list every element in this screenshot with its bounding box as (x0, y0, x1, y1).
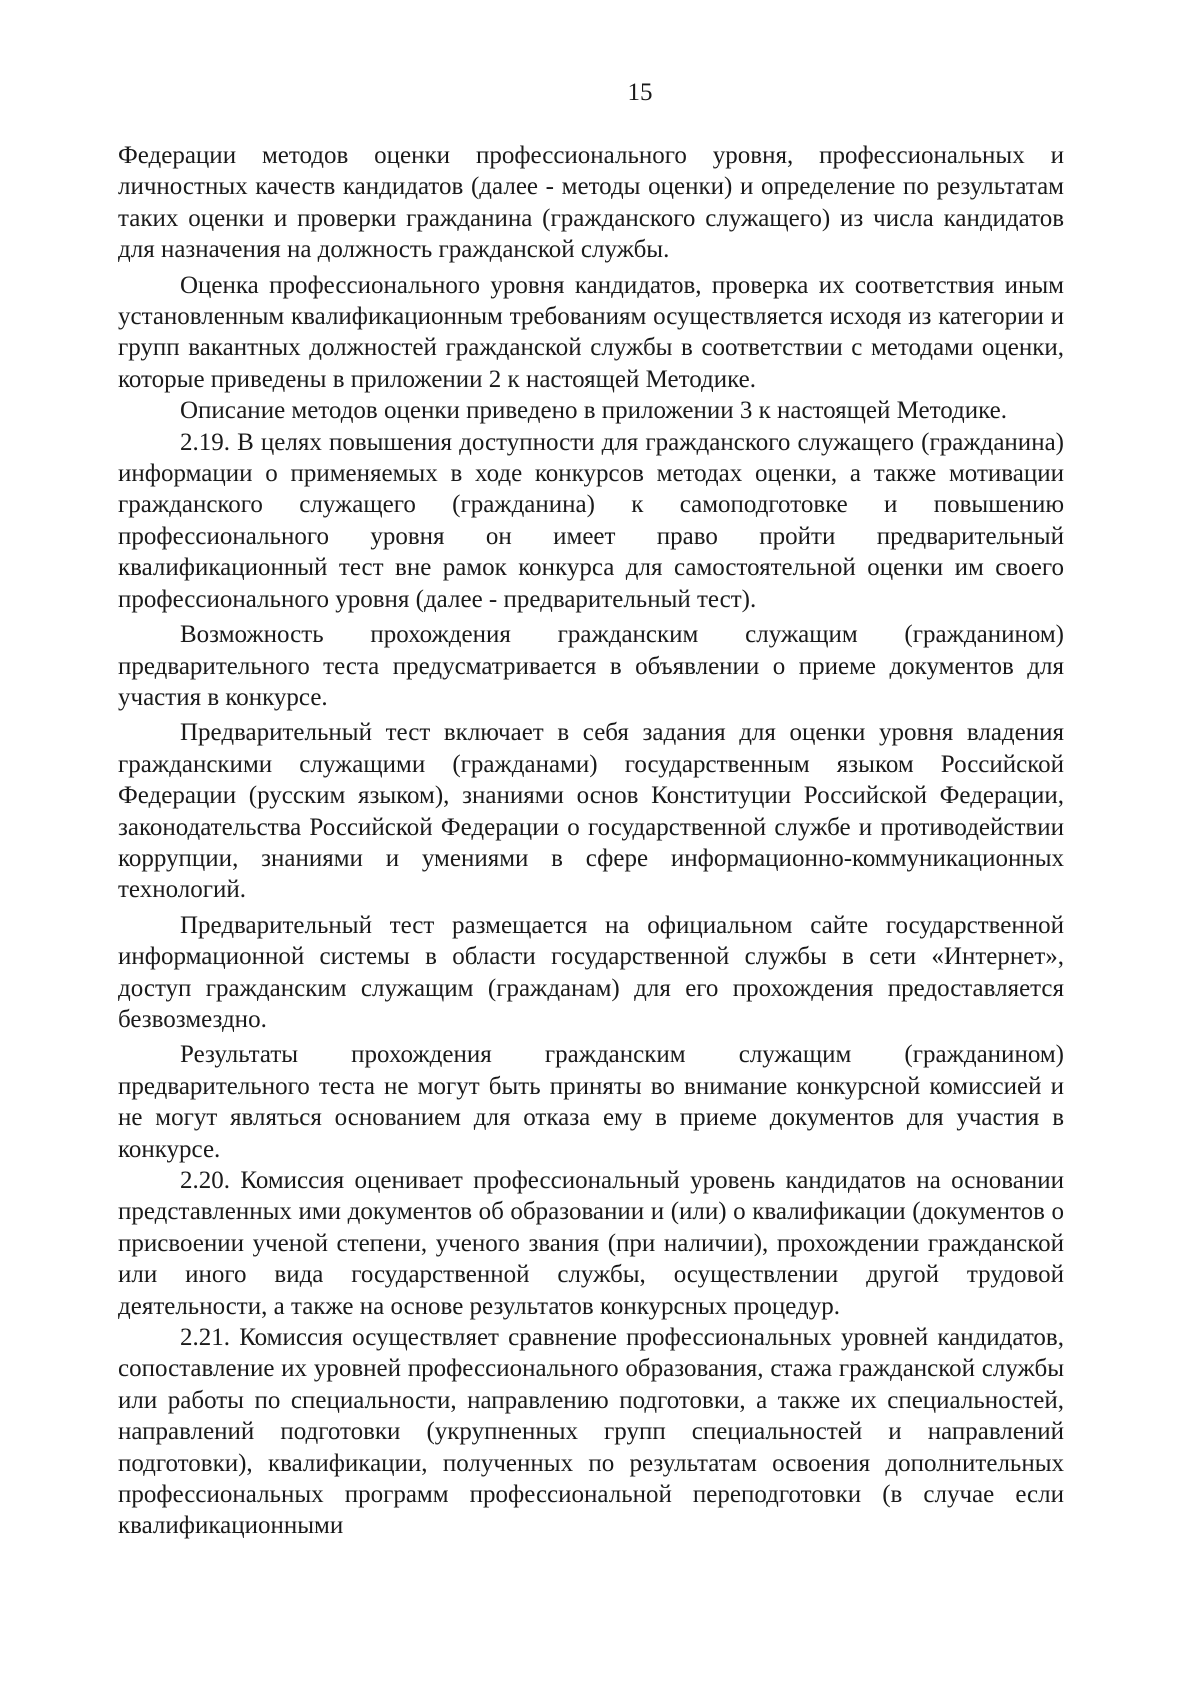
document-body (118, 140, 1064, 1542)
paragraph-methods-description: Описание методов оценки приведено в приложении 3 к настоящей Методике. (180, 397, 1007, 425)
paragraph-test-content: Предварительный тест включает в себя задания для оценки уровня владения гражданскими служащими (гражданами) государственным языком Российской Федерации (русским языком), знаниями основ Конституции Российской Федерации, законодательства Российской Федерации о государственной службе и противодействии коррупции, знаниями и умениями в сфере информационно-коммуникационных технологий. (118, 719, 1064, 904)
paragraph-2-19: 2.19. В целях повышения доступности для гражданского служащего (гражданина) информации о применяемых в ходе конкурсов методах оценки, а также мотивации гражданского служащего (гражданина) к самоподготовке и повышению профессионального уровня он имеет право пройти предварительный квалификационный тест вне рамок конкурса для самостоятельной оценки им своего профессионального уровня (далее - предварительный тест). (118, 428, 1064, 613)
paragraph-continuation: Федерации методов оценки профессионального уровня, профессиональных и личностных качеств кандидатов (далее - методы оценки) и определение по результатам таких оценки и проверки гражданина (гражданского служащего) из числа кандидатов для назначения на должность гражданской службы. (118, 142, 1064, 264)
paragraph-2-20: 2.20. Комиссия оценивает профессиональный уровень кандидатов на основании представленных ими документов об образовании и (или) о квалификации (документов о присвоении ученой степени, ученого звания (при наличии), прохождении гражданской или иного вида государственной службы, осуществлении другой трудовой деятельности, а также на основе результатов конкурсных процедур. (118, 1167, 1064, 1320)
paragraph-test-placement: Предварительный тест размещается на официальном сайте государственной информационной системы в области государственной службы в сети «Интернет», доступ гражданским служащим (гражданам) для его прохождения предоставляется безвозмездно. (118, 911, 1064, 1033)
paragraph-test-results: Результаты прохождения гражданским служащим (гражданином) предварительного теста не могут быть приняты во внимание конкурсной комиссией и не могут являться основанием для отказа ему в приеме документов для участия в конкурсе. (118, 1041, 1064, 1163)
paragraph-test-possibility: Возможность прохождения гражданским служащим (гражданином) предварительного теста предусматривается в объявлении о приеме документов для участия в конкурсе. (118, 621, 1064, 711)
page-number: 15 (627, 79, 653, 106)
paragraph-2-21: 2.21. Комиссия осуществляет сравнение профессиональных уровней кандидатов, сопоставление их уровней профессионального образования, стажа гражданской службы или работы по специальности, направлению подготовки, а также их специальностей, направлений подготовки (укрупненных групп специальностей и направлений подготовки), квалификации, полученных по результатам освоения дополнительных профессиональных программ профессиональной переподготовки (в случае если квалификационными (118, 1324, 1064, 1540)
paragraph-assessment: Оценка профессионального уровня кандидатов, проверка их соответствия иным установленным квалификационным требованиям осуществляется исходя из категории и групп вакантных должностей гражданской службы в соответствии с методами оценки, которые приведены в приложении 2 к настоящей Методике. (118, 271, 1064, 393)
